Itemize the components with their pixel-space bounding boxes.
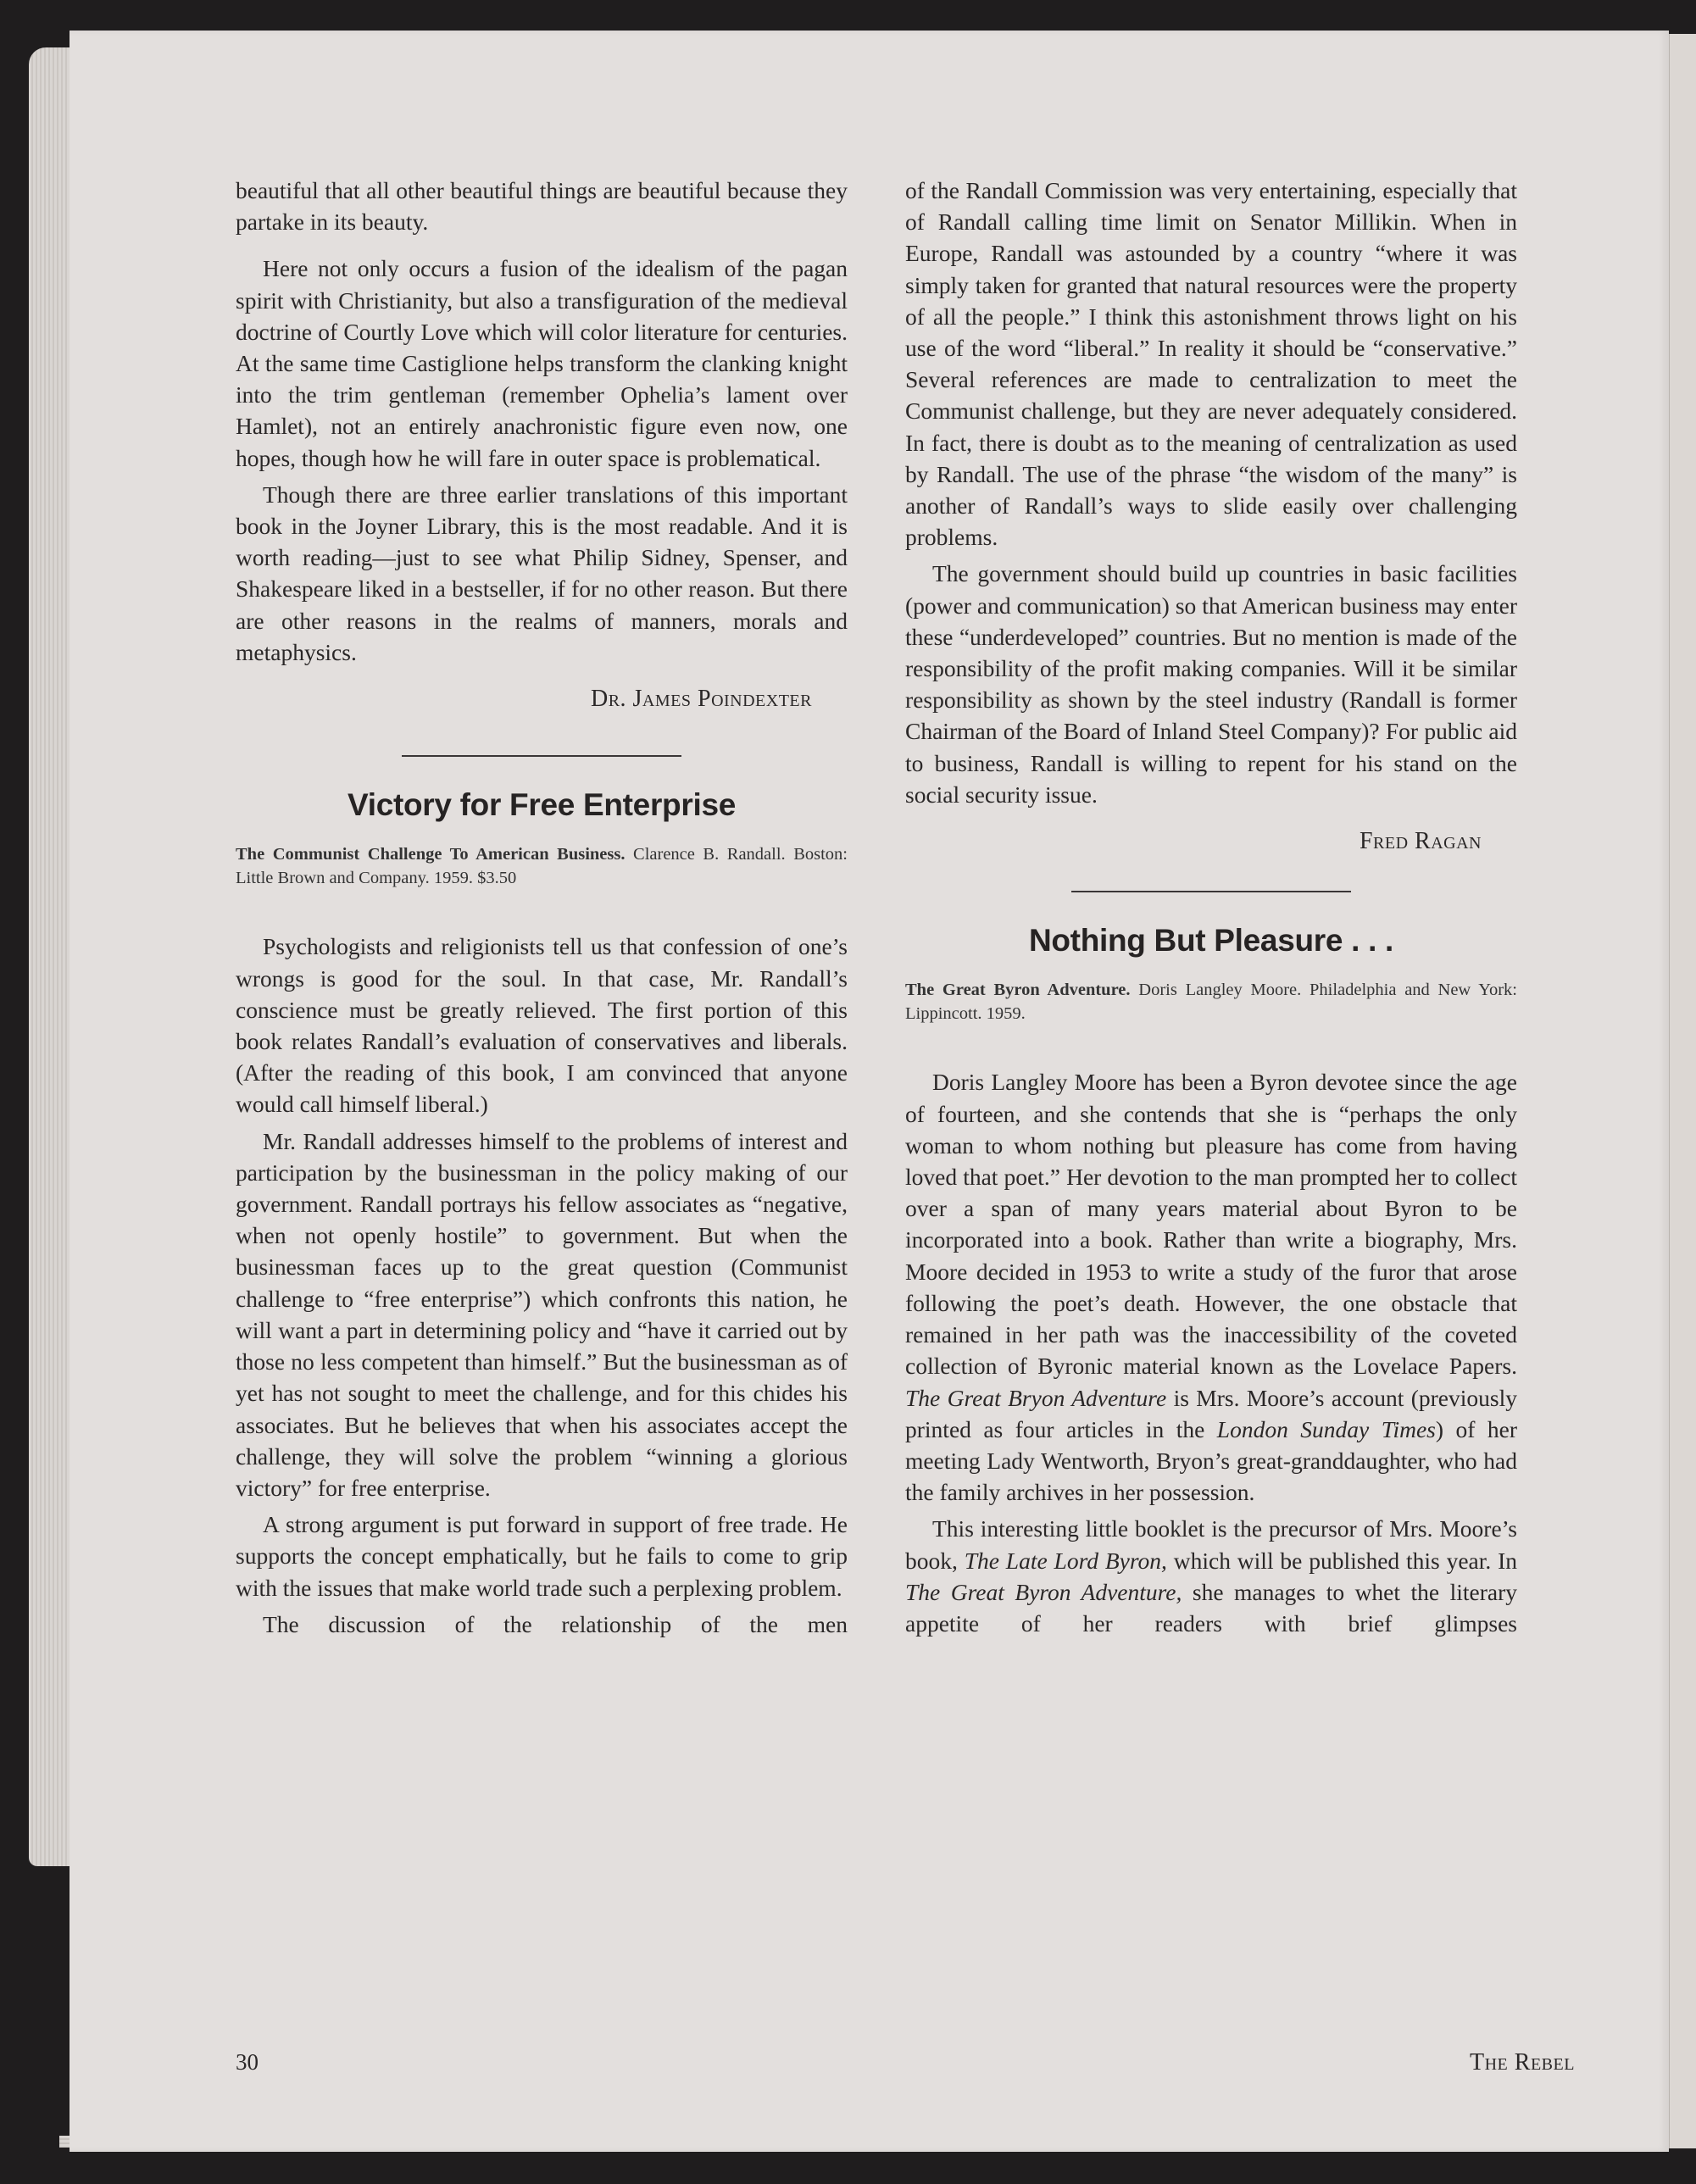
section-divider xyxy=(1071,891,1351,892)
body-paragraph: Psychologists and religionists tell us that confession of one’s wrongs is good for the soul. In that case, Mr. Randall’s conscience must be greatly relieved. The first portion of this book relates Randall’s evaluation of conservatives and liberals. (After the reading of this book, I am convinced that anyone would call himself liberal.) xyxy=(236,933,848,1118)
italic-newspaper-title: London Sunday Times xyxy=(1216,1415,1436,1442)
left-column xyxy=(236,175,848,1645)
body-paragraph xyxy=(905,1066,1517,1508)
body-paragraph: The government should build up countries in basic facilities (power and communication) so that American business may enter these “underdeveloped” countries. But no mention is made of the responsibility of the profit making companies. Will it be similar responsibility as shown by the steel industry (Randall is former Chairman of the Board of Inland Steel Company)? For public aid to business, Randall is willing to repent for his stand on the social security issue. xyxy=(905,560,1517,808)
book-title: The Communist Challenge To American Business. xyxy=(236,845,626,864)
paragraph-text: Doris Langley Moore has been a Byron devotee since the age of fourteen, and she contends that she is “perhaps the only woman to whom nothing but pleasure has come from having loved that poet.” Her devotion to the man prompted her to collect over a span of many years material about Byron to be incorporated into a book. Rather than write a biography, Mrs. Moore decided in 1953 to write a study of the furor that arose following the poet’s death. However, the one obstacle that remained in her path was the inaccessibility of the coveted collection of Byronic material known as the Lovelace Papers. xyxy=(905,1069,1517,1380)
paragraph-text: she manages to whet the literary appetite of her readers with brief glimpses xyxy=(905,1578,1517,1637)
book-citation xyxy=(236,842,848,890)
review-byline: Fred Ragan xyxy=(1359,828,1482,855)
italic-book-title: The Great Bryon Adventure xyxy=(905,1384,1167,1411)
paragraph-text: is Mrs. Moore’s account (previously printed as four articles in the xyxy=(905,1384,1517,1442)
body-paragraph: A strong argument is put forward in support of free trade. He supports the concept emphatically, but he fails to come to grip with the issues that make world trade such a perplexing problem. xyxy=(236,1511,848,1601)
body-paragraph: Here not only occurs a fusion of the idealism of the pagan spirit with Christianity, but also a transfiguration of the medieval doctrine of Courtly Love which will color literature for centuries. At the same time Castiglione helps transform the clanking knight into the trim gentleman (remember Ophelia’s lament over Hamlet), not an entirely anachronistic figure even now, one hopes, though how he will fare in outer space is problematical. xyxy=(236,255,848,471)
book-title: The Great Byron Adventure. xyxy=(905,981,1131,1000)
publication-title: The Rebel xyxy=(1470,2049,1575,2076)
body-paragraph: Though there are three earlier translations of this important book in the Joyner Library, this is the most readable. And it is worth reading—just to see what Philip Sidney, Spenser, and Shakespeare liked in a bestseller, if for no other reason. But there are other reasons in the realms of manners, morals and metaphysics. xyxy=(236,481,848,665)
review-heading: Victory for Free Enterprise xyxy=(348,787,736,823)
paragraph-text: which will be published this year. In xyxy=(1166,1547,1517,1574)
page-number: 30 xyxy=(236,2049,259,2075)
italic-book-title: The Great Byron Adventure, xyxy=(905,1578,1182,1605)
paragraph-text: This interesting little booklet is the precursor of Mrs. Moore’s book, xyxy=(905,1515,1517,1574)
body-paragraph: The discussion of the relationship of the men xyxy=(263,1610,848,1637)
section-divider xyxy=(402,755,681,757)
body-paragraph xyxy=(905,1513,1517,1639)
next-page-edge xyxy=(1668,34,1696,2148)
review-byline: Dr. James Poindexter xyxy=(590,686,812,713)
continued-paragraph: beautiful that all other beautiful things are beautiful because they partake in its beauty. xyxy=(236,177,848,236)
continued-paragraph: of the Randall Commission was very entertaining, especially that of Randall calling time limit on Senator Millikin. When in Europe, Randall was astounded by a country “where it was simply taken for granted that natural resources were the property of all the people.” I think this astonishment throws light on his use of the word “liberal.” In reality it should be “conservative.” Several references are made to centralization to meet the Communist challenge, but they are never adequately considered. In fact, there is doubt as to the meaning of centralization as used by Randall. The use of the phrase “the wisdom of the many” is another of Randall’s ways to slide easily over challenging problems. xyxy=(905,177,1517,551)
body-paragraph: Mr. Randall addresses himself to the problems of interest and participation by the businessman in the policy making of our government. Randall portrays his fellow associates as “negative, when not openly hostile” to government. But when the businessman faces up to the great question (Communist challenge to “free enterprise”) which confronts this nation, he will want a part in determining policy and “have it carried out by those no less competent than himself.” But the businessman as of yet has not sought to meet the challenge, and for this chides his associates. But he believes that when his associates accept the challenge, they will solve the problem “winning a glorious victory” for free enterprise. xyxy=(236,1127,848,1501)
paragraph-text: ) of her meeting Lady Wentworth, Bryon’s great-granddaughter, who had the family archives in her possession. xyxy=(905,1415,1517,1506)
right-column xyxy=(905,175,1517,1644)
book-details: Clarence B. Randall. Boston: Little Brown and Company. 1959. $3.50 xyxy=(236,845,848,888)
magazine-page xyxy=(70,31,1669,2152)
italic-book-title: The Late Lord Byron, xyxy=(964,1547,1167,1574)
review-heading: Nothing But Pleasure . . . xyxy=(1028,923,1394,959)
book-details: Doris Langley Moore. Philadelphia and New York: Lippincott. 1959. xyxy=(905,981,1517,1024)
book-citation xyxy=(905,978,1517,1025)
